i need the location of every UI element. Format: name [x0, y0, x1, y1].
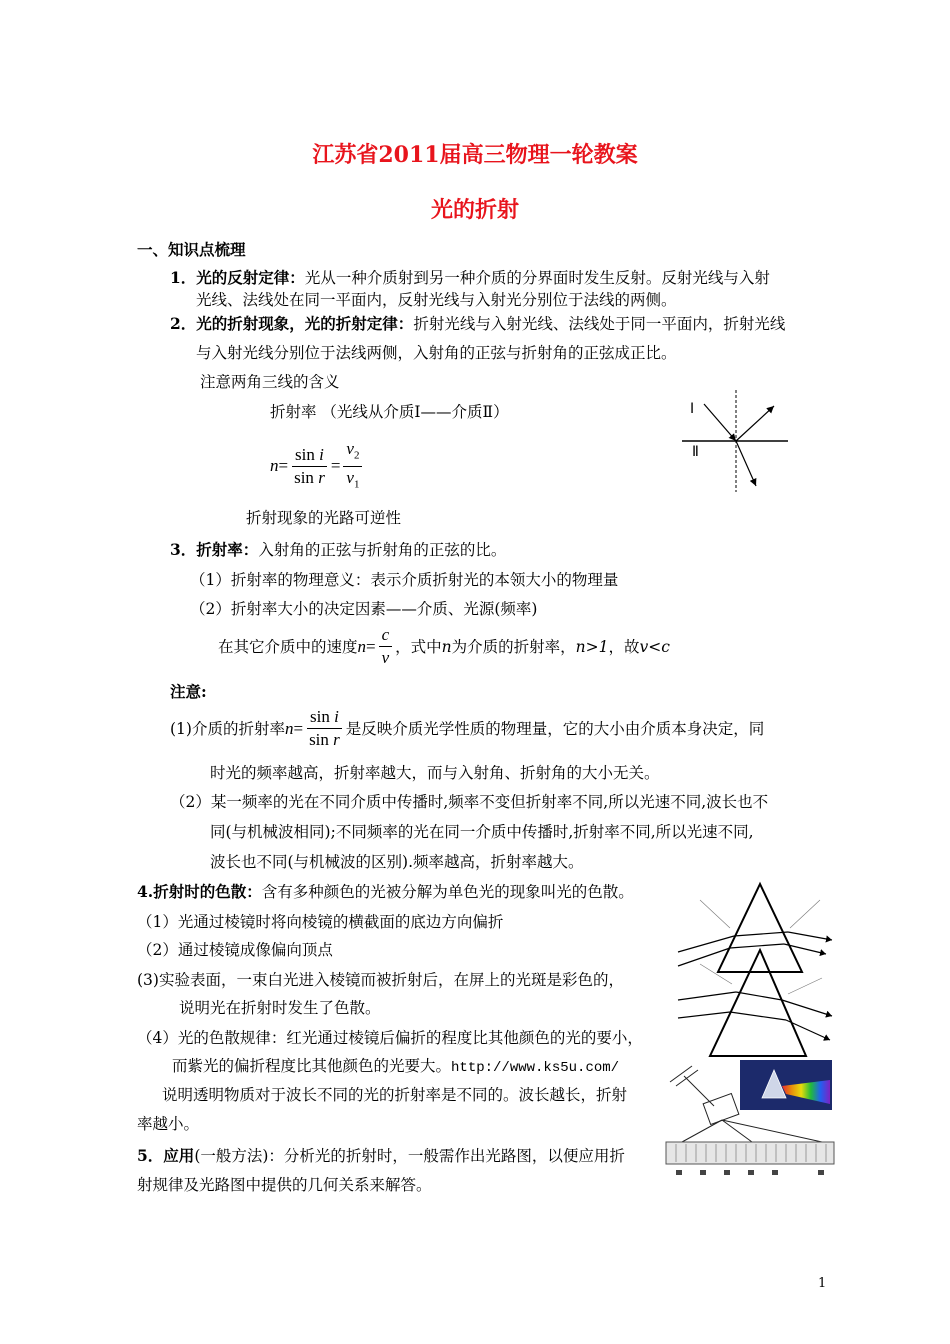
medium-1-label: Ⅰ [690, 400, 695, 416]
reflected-ray [736, 406, 774, 441]
speed-den: v [381, 648, 390, 667]
speed-num: c [379, 624, 393, 647]
item5-term: 应用 [163, 1146, 195, 1165]
upper-rays [678, 900, 832, 966]
formula-eq2: = [330, 455, 341, 475]
notice-den-var: r [333, 730, 340, 749]
notice-p1-line1 [170, 706, 764, 751]
speed-n2: n [441, 637, 452, 656]
notice-num-var: i [334, 707, 339, 726]
page-number: 1 [818, 1276, 827, 1291]
formula-num2: v [346, 439, 354, 458]
speed-prefix: 在其它介质中的速度 [218, 637, 358, 656]
document-title: 江苏省2011届高三物理一轮教案 [312, 142, 638, 168]
notice-p2-line3: 波长也不同(与机械波的区别).频率越高，折射率越大。 [210, 853, 584, 871]
item1-text: 光从一种介质射到另一种介质的分界面时发生反射。反射光线与入射 [304, 269, 770, 287]
item2-term: 光的折射现象，光的折射定律： [196, 314, 414, 333]
formula-fraction-2 [343, 438, 362, 496]
notice-num: sin [310, 707, 330, 726]
speed-post2: 为介质的折射率， [451, 637, 576, 656]
refraction-index-label: 折射率 （光线从介质Ⅰ——介质Ⅱ） [270, 403, 509, 421]
refracted-ray [736, 441, 756, 486]
speed-post3: ，故 [608, 637, 640, 656]
formula-eq: = [278, 455, 289, 475]
spectrometer-illustration [662, 1058, 838, 1182]
speed-post: ，式中 [395, 637, 442, 656]
notice-n: n [284, 718, 294, 738]
item4-sub3-line2: 说明光在折射时发生了色散。 [179, 999, 381, 1017]
formula-den2: v [346, 468, 354, 488]
item4-term: 折射时的色散： [153, 882, 262, 901]
item1-term: 光的反射定律： [196, 268, 305, 287]
item2-line1 [170, 314, 785, 334]
item3-text: 入射角的正弦与折射角的正弦的比。 [258, 541, 507, 559]
source-url: http://www.ks5u.com/ [451, 1060, 620, 1076]
notice-p1-post: 是反映介质光学性质的物理量，它的大小由介质本身决定，同 [345, 719, 765, 738]
item4-sub2: （2）通过棱镜成像偏向顶点 [137, 941, 333, 959]
notice-eq: = [293, 718, 304, 738]
speed-eq: = [366, 636, 376, 656]
speed-n: n [357, 636, 367, 656]
incident-ray [704, 404, 736, 441]
medium-2-label: Ⅱ [692, 443, 699, 459]
screen-labels [676, 1170, 824, 1175]
lower-rays [678, 964, 832, 1040]
formula-num2-sub: 2 [353, 449, 360, 462]
item4-line1 [137, 882, 634, 902]
formula-den1-var: r [318, 468, 325, 488]
section-heading: 一、知识点梳理 [137, 240, 246, 259]
speed-cond: n>1 [575, 637, 609, 656]
formula-num1-var: i [319, 445, 324, 465]
speed-fraction [379, 624, 393, 669]
notice-den: sin [309, 730, 329, 749]
speed-cond2: v<c [639, 637, 670, 656]
item4-sub3-line1: (3)实验表面，一束白光进入棱镜而被折射后，在屏上的光斑是彩色的， [137, 971, 624, 989]
item3-sub1: （1）折射率的物理意义：表示介质折射光的本领大小的物理量 [190, 571, 619, 589]
item3-sub2: （2）折射率大小的决定因素——介质、光源(频率) [190, 600, 538, 618]
item2-note: 注意两角三线的含义 [200, 373, 340, 391]
prism-dispersion-diagram [670, 880, 840, 1060]
item5-line1 [137, 1146, 625, 1166]
item4-conclusion-line1: 说明透明物质对于波长不同的光的折射率是不同的。波长越长，折射 [162, 1086, 628, 1104]
notice-fraction [306, 706, 343, 751]
snell-formula [270, 438, 365, 496]
item4-sub1: （1）光通过棱镜时将向棱镜的横截面的底边方向偏折 [137, 913, 504, 931]
item2-text: 折射光线与入射光线、法线处于同一平面内，折射光线 [413, 315, 786, 333]
item1-number: 1． [170, 268, 197, 287]
item5-line2: 射规律及光路图中提供的几何关系来解答。 [137, 1176, 432, 1194]
item4-conclusion-line2: 率越小。 [137, 1115, 200, 1133]
formula-den2-sub: 1 [353, 478, 360, 491]
screen-band [666, 1142, 834, 1164]
item4-sub4-line1: （4）光的色散规律：红光通过棱镜后偏折的程度比其他颜色的光的要小， [137, 1029, 643, 1047]
document-subtitle: 光的折射 [430, 197, 519, 223]
notice-p1-prefix: (1)介质的折射率 [170, 719, 285, 738]
formula-fraction-1 [291, 444, 328, 489]
item3-term: 折射率： [196, 540, 259, 559]
item4-sub4-text: 而紫光的偏折程度比其他颜色的光要大。 [172, 1057, 452, 1075]
notice-label: 注意: [170, 682, 207, 701]
item2-number: 2． [170, 314, 197, 333]
formula-den1: sin [294, 468, 314, 488]
formula-num1: sin [295, 445, 315, 465]
formula-n: n [270, 455, 279, 475]
item4-text: 含有多种颜色的光被分解为单色光的现象叫光的色散。 [261, 883, 634, 901]
item5-number: 5． [137, 1146, 164, 1165]
upper-prism [718, 884, 802, 972]
item1-line2: 光线、法线处在同一平面内，反射光线与入射光分别位于法线的两侧。 [196, 291, 677, 309]
item4-sub4-line2 [172, 1056, 619, 1078]
item3-number: 3． [170, 540, 197, 559]
notice-p1-line2: 时光的频率越高，折射率越大，而与入射角、折射角的大小无关。 [210, 764, 660, 782]
item1-line1 [170, 268, 770, 288]
item2-line2: 与入射光线分别位于法线两侧，入射角的正弦与折射角的正弦成正比。 [196, 344, 677, 362]
notice-p2-line1: （2）某一频率的光在不同介质中传播时,频率不变但折射率不同,所以光速不同,波长也不 [170, 793, 769, 811]
item5-text: (一般方法)：分析光的折射时，一般需作出光路图，以便应用折 [194, 1147, 625, 1165]
reversibility-text: 折射现象的光路可逆性 [246, 509, 402, 527]
item4-number: 4. [137, 882, 154, 901]
item3-line1 [170, 540, 506, 560]
speed-relation [218, 624, 670, 669]
notice-p2-line2: 同(与机械波相同);不同频率的光在同一介质中传播时,折射率不同,所以光速不同, [210, 823, 754, 841]
